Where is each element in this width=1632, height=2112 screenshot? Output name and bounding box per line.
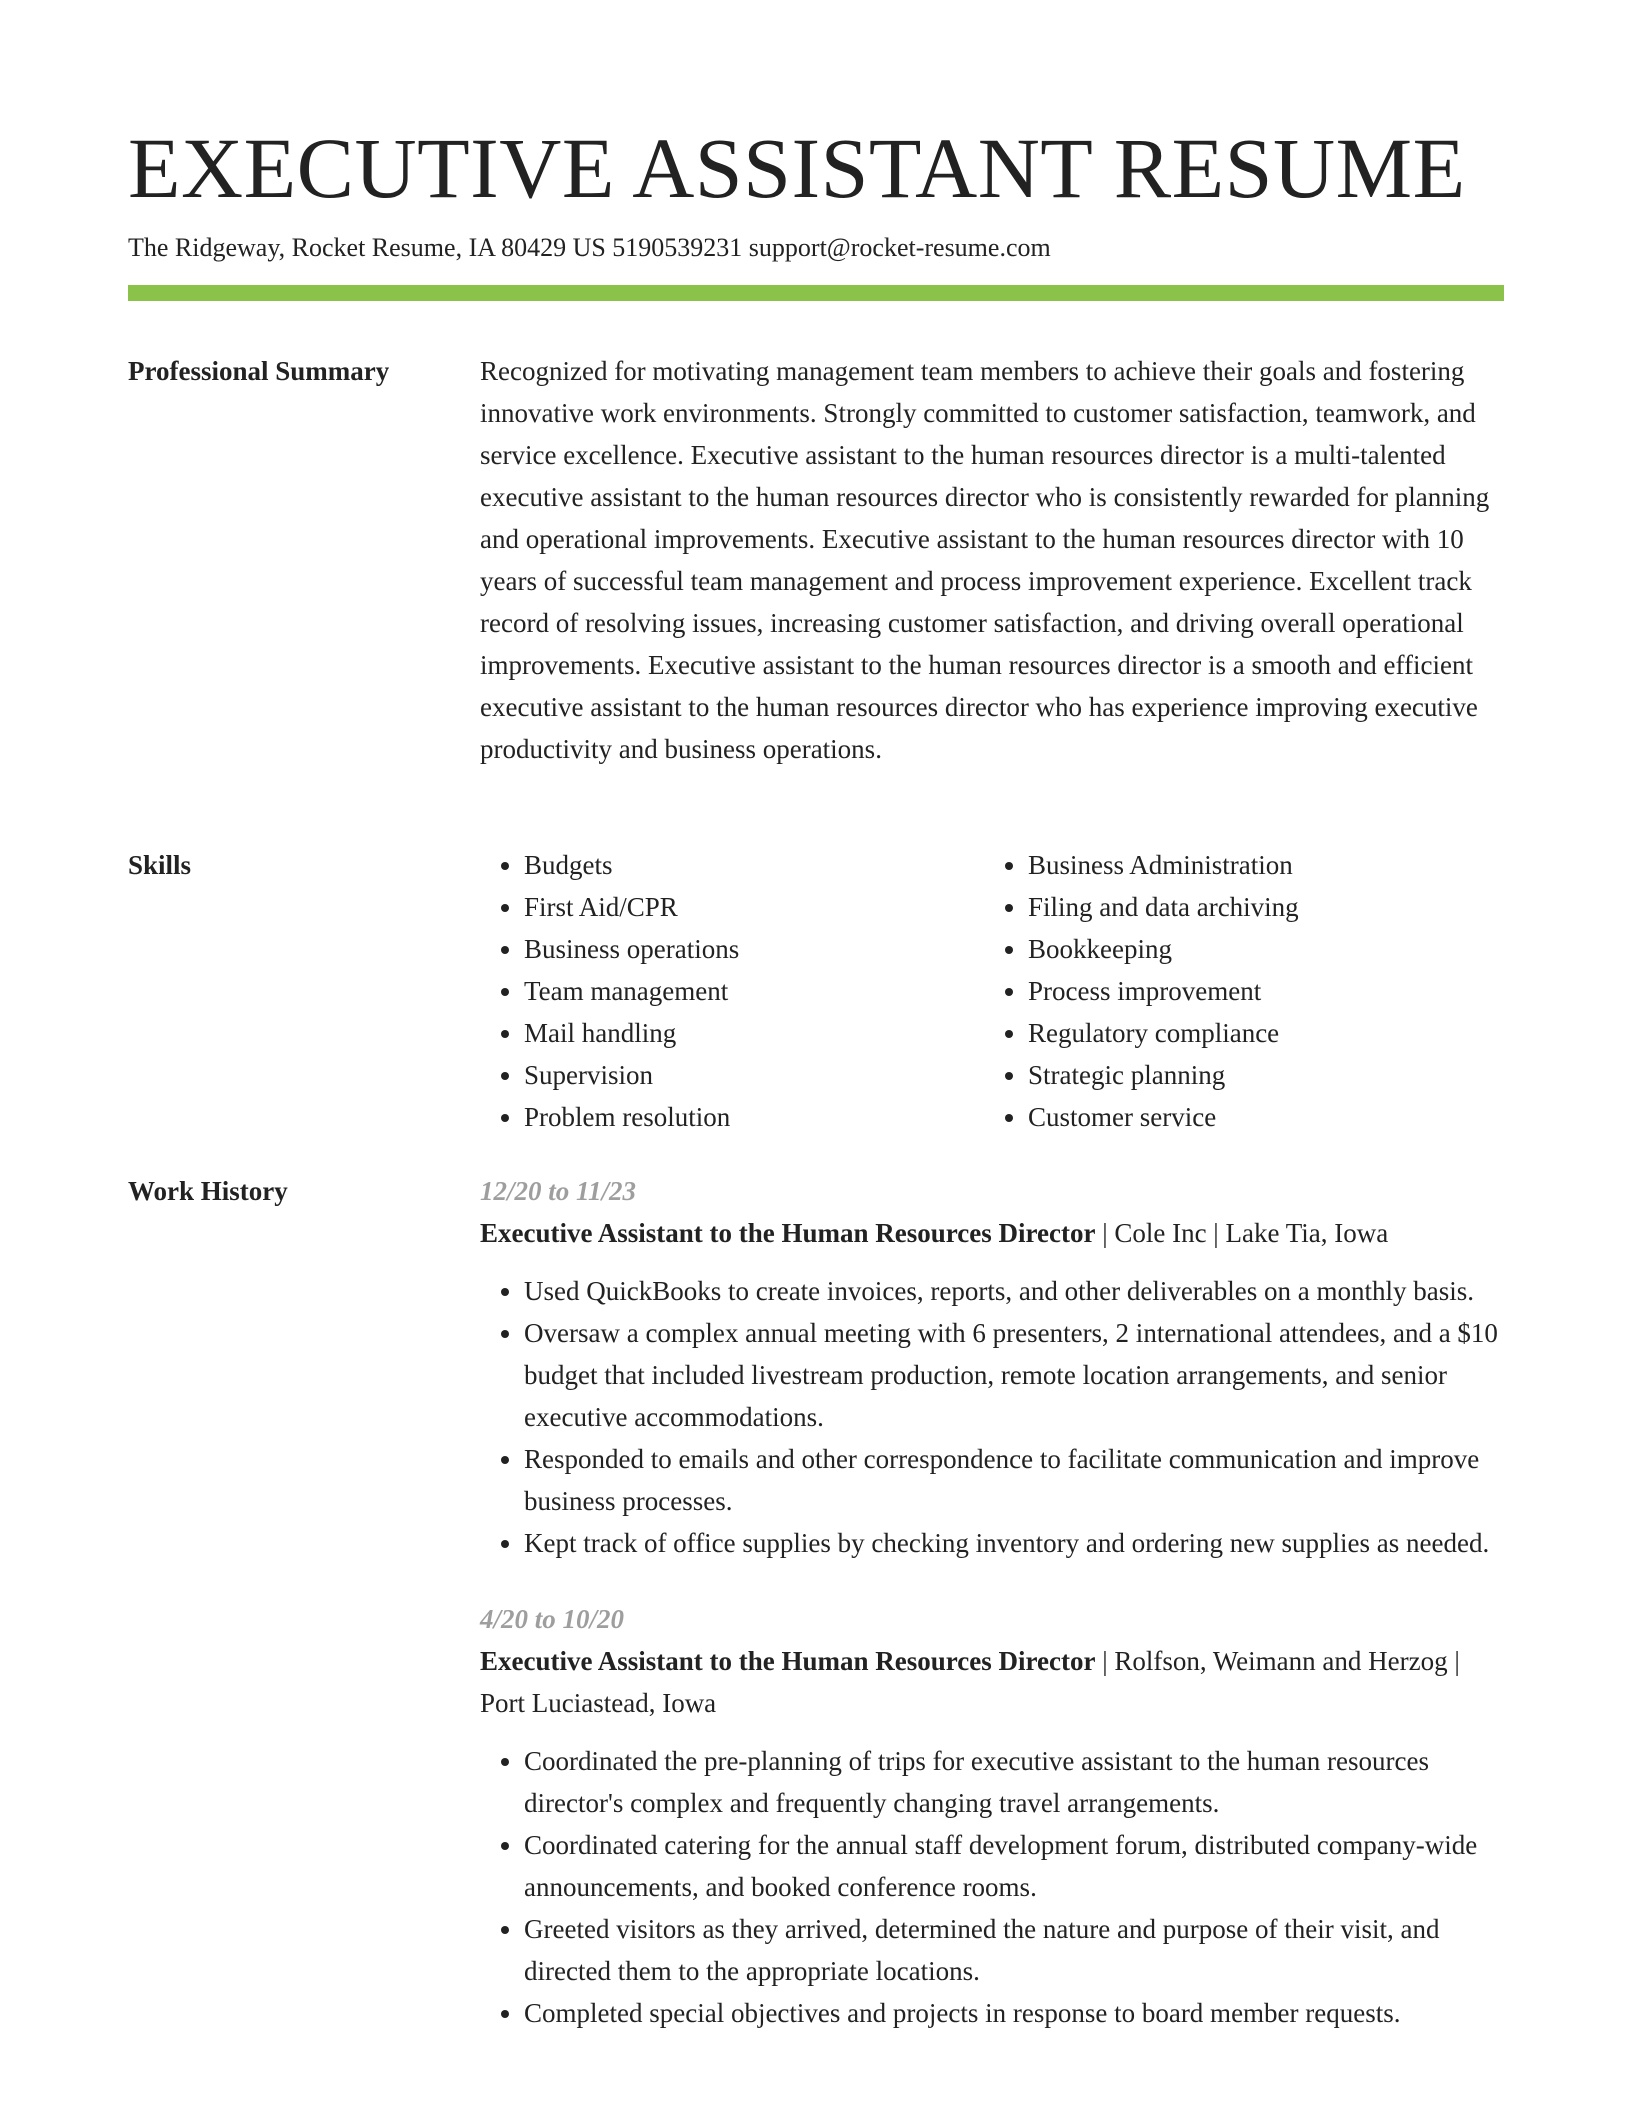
job-title: Executive Assistant to the Human Resources Director xyxy=(480,1646,1096,1676)
job-heading xyxy=(480,1212,1504,1254)
skill-item: • Business operations xyxy=(524,928,984,970)
job-details: | Rolfson, Weimann and Herzog | Port Luciastead, Iowa xyxy=(480,1646,1460,1718)
skills-list-right xyxy=(984,844,1488,1138)
contact-line: The Ridgeway, Rocket Resume, IA 80429 US 5190539231 support@rocket-resume.com xyxy=(128,233,1051,262)
job-bullet: • Completed special objectives and projects in response to board member requests. xyxy=(524,1992,1504,2034)
job-entry xyxy=(480,1598,1504,2034)
job-bullet: • Greeted visitors as they arrived, determined the nature and purpose of their visit, and directed them to the appropriate locations. xyxy=(524,1908,1504,1992)
skill-item: • Supervision xyxy=(524,1054,984,1096)
skill-item: • Process improvement xyxy=(1028,970,1488,1012)
job-dates: 12/20 to 11/23 xyxy=(480,1176,637,1206)
skill-item: • Team management xyxy=(524,970,984,1012)
skill-item: • Problem resolution xyxy=(524,1096,984,1138)
header-divider xyxy=(128,285,1504,301)
skill-item: • Strategic planning xyxy=(1028,1054,1488,1096)
job-bullet: • Coordinated the pre-planning of trips for executive assistant to the human resources director's complex and frequently changing travel arrangements. xyxy=(524,1740,1504,1824)
job-dates: 4/20 to 10/20 xyxy=(480,1604,625,1634)
summary-label: Professional Summary xyxy=(128,356,390,386)
summary-text: Recognized for motivating management team members to achieve their goals and fostering innovative work environments. Strongly committed to customer satisfaction, teamwork, and service excellence. Executive assistant to the human resources director is a multi-talented executive assistant to the human resources director who is consistently rewarded for planning and operational improvements. Executive assistant to the human resources director with 10 years of successful team management and process improvement experience. Excellent track record of resolving issues, increasing customer satisfaction, and driving overall operational improvements. Executive assistant to the human resources director is a smooth and efficient executive assistant to the human resources director who has experience improving executive productivity and business operations. xyxy=(480,356,1490,764)
skill-item: • Budgets xyxy=(524,844,984,886)
job-bullet: • Responded to emails and other correspondence to facilitate communication and improve business processes. xyxy=(524,1438,1504,1522)
skills-label: Skills xyxy=(128,850,192,880)
work-history-label: Work History xyxy=(128,1176,288,1206)
resume-title: EXECUTIVE ASSISTANT RESUME xyxy=(128,120,1466,216)
skill-item: • Customer service xyxy=(1028,1096,1488,1138)
job-title: Executive Assistant to the Human Resources Director xyxy=(480,1218,1096,1248)
skills-list-left xyxy=(480,844,984,1138)
job-entry xyxy=(480,1170,1504,1564)
skill-item: • First Aid/CPR xyxy=(524,886,984,928)
skill-item: • Bookkeeping xyxy=(1028,928,1488,970)
skill-item: • Mail handling xyxy=(524,1012,984,1054)
job-bullets xyxy=(480,1270,1504,1564)
job-bullet: • Used QuickBooks to create invoices, reports, and other deliverables on a monthly basis. xyxy=(524,1270,1504,1312)
skill-item: • Regulatory compliance xyxy=(1028,1012,1488,1054)
job-bullets xyxy=(480,1740,1504,2034)
job-bullet: • Oversaw a complex annual meeting with 6 presenters, 2 international attendees, and a $10 budget that included livestream production, remote location arrangements, and senior executive accommodations. xyxy=(524,1312,1504,1438)
job-heading xyxy=(480,1640,1504,1724)
job-bullet: • Coordinated catering for the annual staff development forum, distributed company-wide announcements, and booked conference rooms. xyxy=(524,1824,1504,1908)
skill-item: • Filing and data archiving xyxy=(1028,886,1488,928)
skill-item: • Business Administration xyxy=(1028,844,1488,886)
job-bullet: • Kept track of office supplies by checking inventory and ordering new supplies as needed. xyxy=(524,1522,1504,1564)
job-details: | Cole Inc | Lake Tia, Iowa xyxy=(1095,1218,1389,1248)
